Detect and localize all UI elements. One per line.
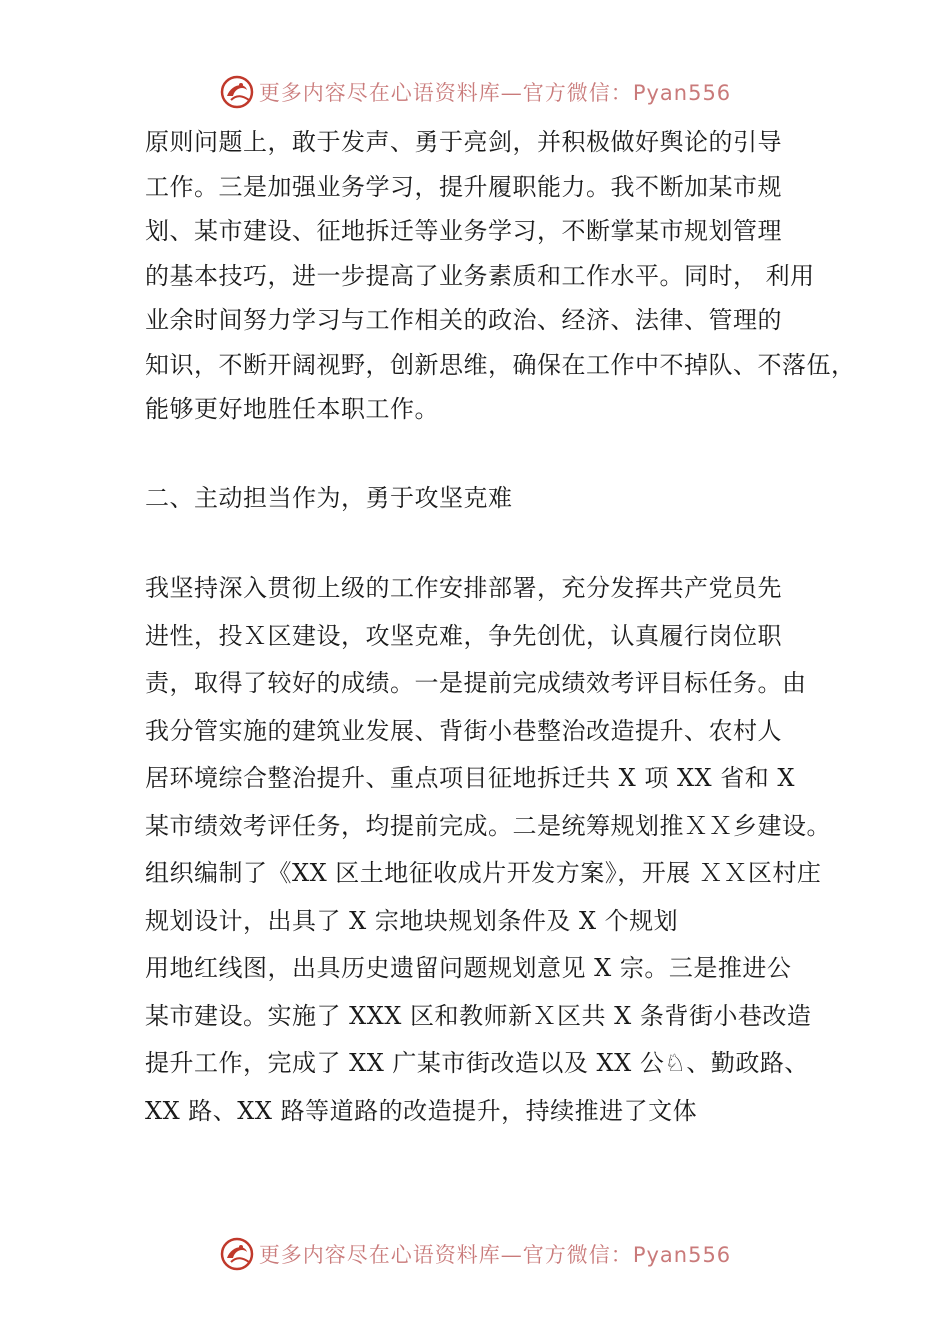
text-line: 能够更好地胜任本职工作。 bbox=[145, 395, 439, 423]
header-watermark bbox=[0, 72, 950, 112]
text-line: 居环境综合整治提升、重点项目征地拆迁共 X 项 XX 省和 X bbox=[145, 764, 795, 792]
watermark-wechat-id: Pyan556 bbox=[632, 81, 732, 105]
text-line: 提升工作，完成了 XX 广某市街改造以及 XX 公♘、勤政路、 bbox=[145, 1049, 809, 1077]
text-line: XX 路、XX 路等道路的改造提升，持续推进了文体 bbox=[145, 1096, 698, 1125]
watermark-text: 更多内容尽在心语资料库—官方微信： bbox=[258, 81, 633, 105]
text-line: 某市绩效考评任务，均提前完成。二是统筹规划推ＸＸ乡建设。 bbox=[145, 811, 831, 840]
document-body bbox=[145, 120, 856, 1135]
text-line: 原则问题上，敢于发声、勇于亮剑，并积极做好舆论的引导 bbox=[145, 128, 782, 156]
text-line: 工作。三是加强业务学习，提升履职能力。我不断加某市规 bbox=[145, 172, 782, 201]
text-line: 责，取得了较好的成绩。一是提前完成绩效考评目标任务。由 bbox=[145, 669, 807, 697]
text-line: 规划设计，出具了 X 宗地块规划条件及 X 个规划 bbox=[145, 906, 679, 935]
text-line: 业余时间努力学习与工作相关的政治、经济、法律、管理的 bbox=[145, 306, 782, 334]
text-line: 组织编制了《XX 区土地征收成片开发方案》，开展 ＸＸ区村庄 bbox=[145, 859, 822, 887]
text-line: 用地红线图，出具历史遗留问题规划意见 X 宗。三是推进公 bbox=[145, 954, 792, 982]
watermark-text: 更多内容尽在心语资料库—官方微信： bbox=[258, 1243, 633, 1267]
text-line: 进性，投Ｘ区建设，攻坚克难，争先创优，认真履行岗位职 bbox=[145, 621, 782, 650]
watermark-wechat-id: Pyan556 bbox=[632, 1243, 732, 1267]
paragraph-2 bbox=[145, 565, 845, 1135]
section-heading: 二、主动担当作为，勇于攻坚克难 bbox=[145, 484, 513, 512]
spacer bbox=[145, 432, 845, 477]
text-line: 知识，不断开阔视野，创新思维，确保在工作中不掉队、不落伍， bbox=[145, 350, 856, 379]
spacer bbox=[145, 521, 845, 566]
text-line: 我坚持深入贯彻上级的工作安排部署，充分发挥共产党员先 bbox=[145, 574, 782, 602]
text-line: 某市建设。实施了 XXX 区和教师新Ｘ区共 X 条背街小巷改造 bbox=[145, 1001, 812, 1030]
red-swirl-logo-icon bbox=[219, 74, 255, 110]
text-line: 划、某市建设、征地拆迁等业务学习，不断掌某市规划管理 bbox=[145, 217, 782, 245]
red-swirl-logo-icon bbox=[219, 1236, 255, 1272]
text-line: 我分管实施的建筑业发展、背街小巷整治改造提升、农村人 bbox=[145, 716, 782, 745]
text-line: 的基本技巧，进一步提高了业务素质和工作水平。同时， 利用 bbox=[145, 261, 815, 290]
footer-watermark bbox=[0, 1234, 950, 1274]
paragraph-1 bbox=[145, 120, 856, 432]
